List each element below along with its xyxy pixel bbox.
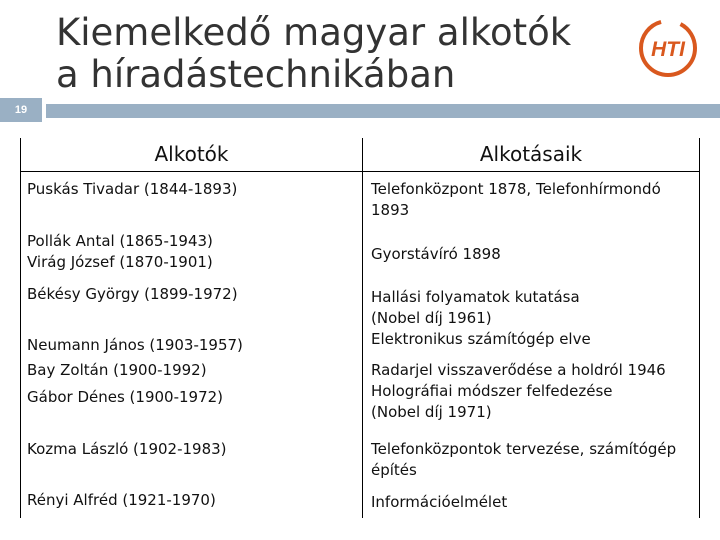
work-kozma: [371, 439, 676, 481]
work-bay: Radarjel visszaverődése a holdról 1946: [371, 361, 666, 379]
hti-logo-icon: [636, 16, 700, 80]
slide-title: [56, 12, 571, 96]
header-creators: Alkotók: [154, 142, 229, 166]
header-divider: [21, 171, 699, 172]
logo-text: HTI: [651, 38, 685, 61]
header-works: Alkotásaik: [479, 142, 583, 166]
work-neumann: Elektronikus számítógép elve: [371, 330, 591, 348]
slide-number-badge: [0, 98, 42, 122]
slide-title-line-2: a híradástechnikában: [56, 53, 456, 96]
creator-virag: Virág József (1870-1901): [27, 253, 213, 271]
creator-neumann: Neumann János (1903-1957): [27, 336, 243, 354]
creators-pollak-virag: [27, 231, 213, 273]
work-line: építés: [371, 461, 417, 479]
work-line: 1893: [371, 201, 410, 219]
work-gyorstaviro: Gyorstávíró 1898: [371, 245, 501, 263]
title-accent-bar: [46, 104, 720, 118]
work-line: (Nobel díj 1961): [371, 309, 492, 327]
column-divider: [362, 138, 363, 518]
work-bekesy: [371, 287, 580, 329]
creator-puskas: Puskás Tivadar (1844-1893): [27, 180, 238, 198]
creator-bekesy: Békésy György (1899-1972): [27, 285, 238, 303]
work-puskas: [371, 179, 661, 221]
work-line: (Nobel díj 1971): [371, 403, 492, 421]
creator-kozma: Kozma László (1902-1983): [27, 440, 227, 458]
creator-pollak: Pollák Antal (1865-1943): [27, 232, 213, 250]
work-line: Telefonközpontok tervezése, számítógép: [371, 440, 677, 458]
creator-renyi: Rényi Alfréd (1921-1970): [27, 491, 216, 509]
work-renyi: Információelmélet: [371, 493, 508, 511]
slide-number: 19: [14, 104, 28, 116]
work-gabor: [371, 381, 613, 423]
work-line: Telefonközpont 1878, Telefonhírmondó: [371, 180, 661, 198]
slide-title-line-1: Kiemelkedő magyar alkotók: [56, 11, 572, 54]
creator-bay: Bay Zoltán (1900-1992): [27, 361, 207, 379]
work-line: Hallási folyamatok kutatása: [371, 288, 580, 306]
creators-table: [20, 138, 700, 518]
work-line: Holográfiai módszer felfedezése: [371, 382, 613, 400]
creator-gabor: Gábor Dénes (1900-1972): [27, 388, 224, 406]
